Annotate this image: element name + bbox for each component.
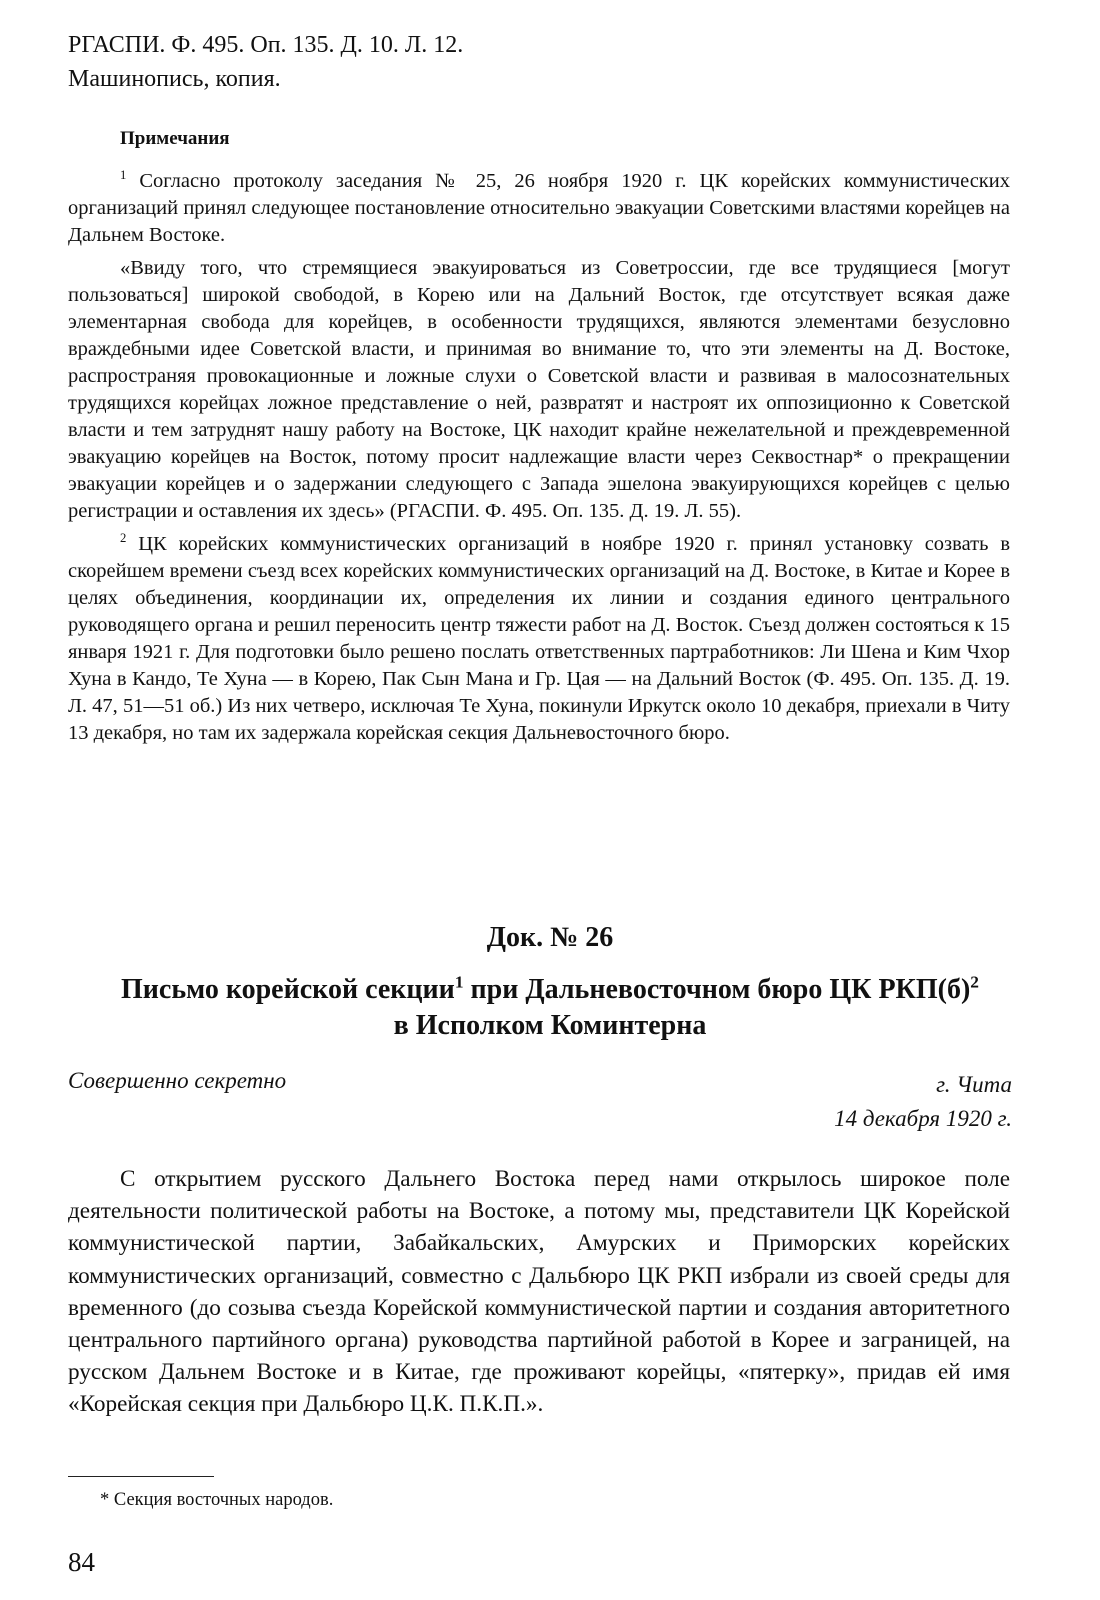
document-place: г. Чита [936,1072,1012,1097]
page-number: 84 [68,1547,95,1577]
title-footnote-2: 2 [970,972,979,992]
note-1-text: Согласно протоколу заседания № 25, 26 ноября 1920 г. ЦК корейских коммунистических организаций принял следующее постановление относительно эвакуации Советскими властями корейцев на Дальнем Востоке. [68,170,1010,246]
note-1 [68,168,1010,249]
document-date: 14 декабря 1920 г. [834,1106,1012,1131]
document-title [60,972,1040,1044]
note-1-marker: 1 [120,168,127,183]
archive-reference: РГАСПИ. Ф. 495. Оп. 135. Д. 10. Л. 12. [68,32,464,58]
title-part-a: Письмо корейской секции [121,974,455,1005]
note-1-quote: «Ввиду того, что стремящиеся эвакуироваться из Советроссии, где все трудящиеся [могут пользоваться] широкой свободой, в Корею или на Дальний Восток, где отсутствует всякая даже элементарная свобода для корейцев, в особенности трудящихся, являются элементами безусловно враждебными идее Советской власти, и принимая во внимание то, что эти элементы на Д. Востоке, распространяя провокационные и ложные слухи о Советской власти и развивая в малосознательных трудящихся корейцах ложное представление о ней, развратят и настроят их оппозиционно к Советской власти и тем затруднят нашу работу на Востоке, ЦК находит крайне нежелательной и преждевременной эвакуацию корейцев на Восток, потому просит надлежащие власти через Секвостнар* о прекращении эвакуации корейцев и о задержании следующего с Запада эшелона эвакуирующихся корейцев с целью регистрации и оставления их здесь» (РГАСПИ. Ф. 495. Оп. 135. Д. 19. Л. 55). [68,257,1010,522]
title-line-1 [60,972,1040,1008]
document-number: Док. № 26 [486,922,614,953]
title-footnote-1: 1 [454,972,464,992]
place-date [834,1068,1012,1136]
footnote: * Секция восточных народов. [100,1490,334,1510]
note-2 [68,531,1010,747]
note-2-marker: 2 [120,531,127,546]
document-body: С открытием русского Дальнего Востока перед нами открылось широкое поле деятельности политической работы на Востоке, а потому мы, представители ЦК Корейской коммунистической партии, Забайкальских, Амурских и Приморских корейских коммунистических организаций, совместно с Дальбюро ЦК РКП избрали из своей среды для временного (до созыва съезда Корейской коммунистической партии и создания авторитетного центрального партийного органа) руководства партийной работой в Корее и заграницей, на русском Дальнем Востоке и в Китае, где проживают корейцы, «пятерку», придав ей имя «Корейская секция при Дальбюро Ц.К. П.К.П.». [68,1166,1010,1418]
notes-heading: Примечания [120,128,230,149]
classification-label: Совершенно секретно [68,1068,287,1093]
title-part-b: при Дальневосточном бюро ЦК РКП(б) [463,974,971,1005]
footnote-divider [68,1476,214,1477]
note-2-text: ЦК корейских коммунистических организаций в ноябре 1920 г. принял установку созвать в скорейшем времени съезд всех корейских коммунистических организаций на Д. Востоке, в Китае и Корее в целях объединения, координации их, определения их линии и создания единого центрального руководящего органа и решил переносить центр тяжести работ на Д. Восток. Съезд должен состояться к 15 января 1921 г. Для подготовки было решено послать ответственных партработников: Ли Шена и Ким Чхор Хуна в Кандо, Те Хуна — в Корею, Пак Сын Мана и Гр. Цая — на Дальний Восток (Ф. 495. Оп. 135. Д. 19. Л. 47, 51—51 об.) Из них четверо, исключая Те Хуна, покинули Иркутск около 10 декабря, приехали в Читу 13 декабря, но там их задержала корейская секция Дальневосточного бюро. [68,533,1010,744]
document-type: Машинопись, копия. [68,66,281,92]
source-reference [68,28,463,96]
notes-section [68,168,1010,753]
title-line-2: в Исполком Коминтерна [393,1010,707,1041]
